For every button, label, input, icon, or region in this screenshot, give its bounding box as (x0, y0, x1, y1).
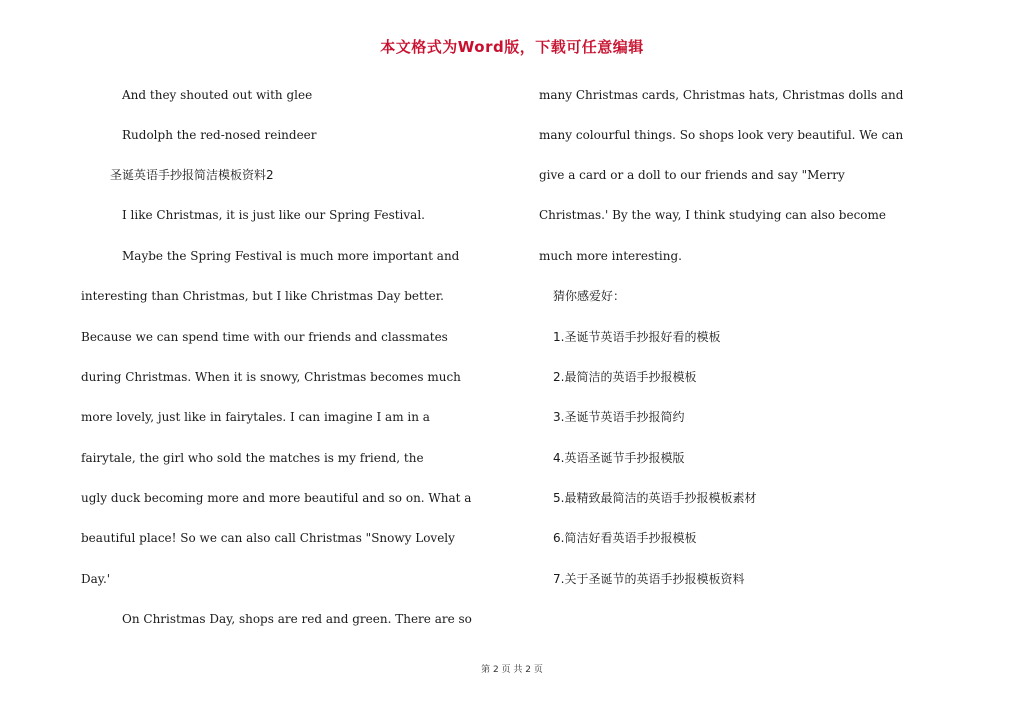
body-line: much more interesting. (539, 249, 682, 263)
related-link[interactable]: 7.关于圣诞节的英语手抄报模板资料 (553, 572, 745, 586)
related-link[interactable]: 4.英语圣诞节手抄报模版 (553, 451, 685, 465)
related-link[interactable]: 3.圣诞节英语手抄报简约 (553, 410, 685, 424)
body-line: Day.' (81, 572, 111, 586)
body-line: beautiful place! So we can also call Christmas "Snowy Lovely (81, 531, 455, 545)
body-line: more lovely, just like in fairytales. I can imagine I am in a (81, 410, 430, 424)
body-line: Rudolph the red-nosed reindeer (122, 128, 317, 142)
body-line: fairytale, the girl who sold the matches is my friend, the (81, 451, 424, 465)
body-line: interesting than Christmas, but I like Christmas Day better. (81, 289, 444, 303)
related-link[interactable]: 6.简洁好看英语手抄报模板 (553, 531, 697, 545)
related-heading: 猜你感爱好： (553, 289, 626, 303)
body-line: Christmas.' By the way, I think studying can also become (539, 208, 887, 222)
body-line: many Christmas cards, Christmas hats, Christmas dolls and (539, 88, 904, 102)
related-link[interactable]: 2.最简洁的英语手抄报模板 (553, 370, 697, 384)
body-line: give a card or a doll to our friends and say "Merry (539, 168, 845, 182)
body-line: Maybe the Spring Festival is much more important and (122, 249, 460, 263)
related-link[interactable]: 5.最精致最简洁的英语手抄报模板素材 (553, 491, 757, 505)
body-line: Because we can spend time with our friends and classmates (81, 330, 448, 344)
page-number: 第 2 页 共 2 页 (481, 665, 543, 675)
body-line: On Christmas Day, shops are red and green. There are so (122, 612, 472, 626)
body-line: ugly duck becoming more and more beautiful and so on. What a (81, 491, 472, 505)
body-line: I like Christmas, it is just like our Spring Festival. (122, 208, 425, 222)
section-heading: 圣诞英语手抄报简洁模板资料2 (110, 168, 274, 182)
related-link[interactable]: 1.圣诞节英语手抄报好看的模板 (553, 330, 721, 344)
header-banner: 本文格式为Word版，下载可任意编辑 (380, 38, 644, 56)
body-line: during Christmas. When it is snowy, Christmas becomes much (81, 370, 461, 384)
body-line: many colourful things. So shops look very beautiful. We can (539, 128, 904, 142)
body-line: And they shouted out with glee (122, 88, 313, 102)
